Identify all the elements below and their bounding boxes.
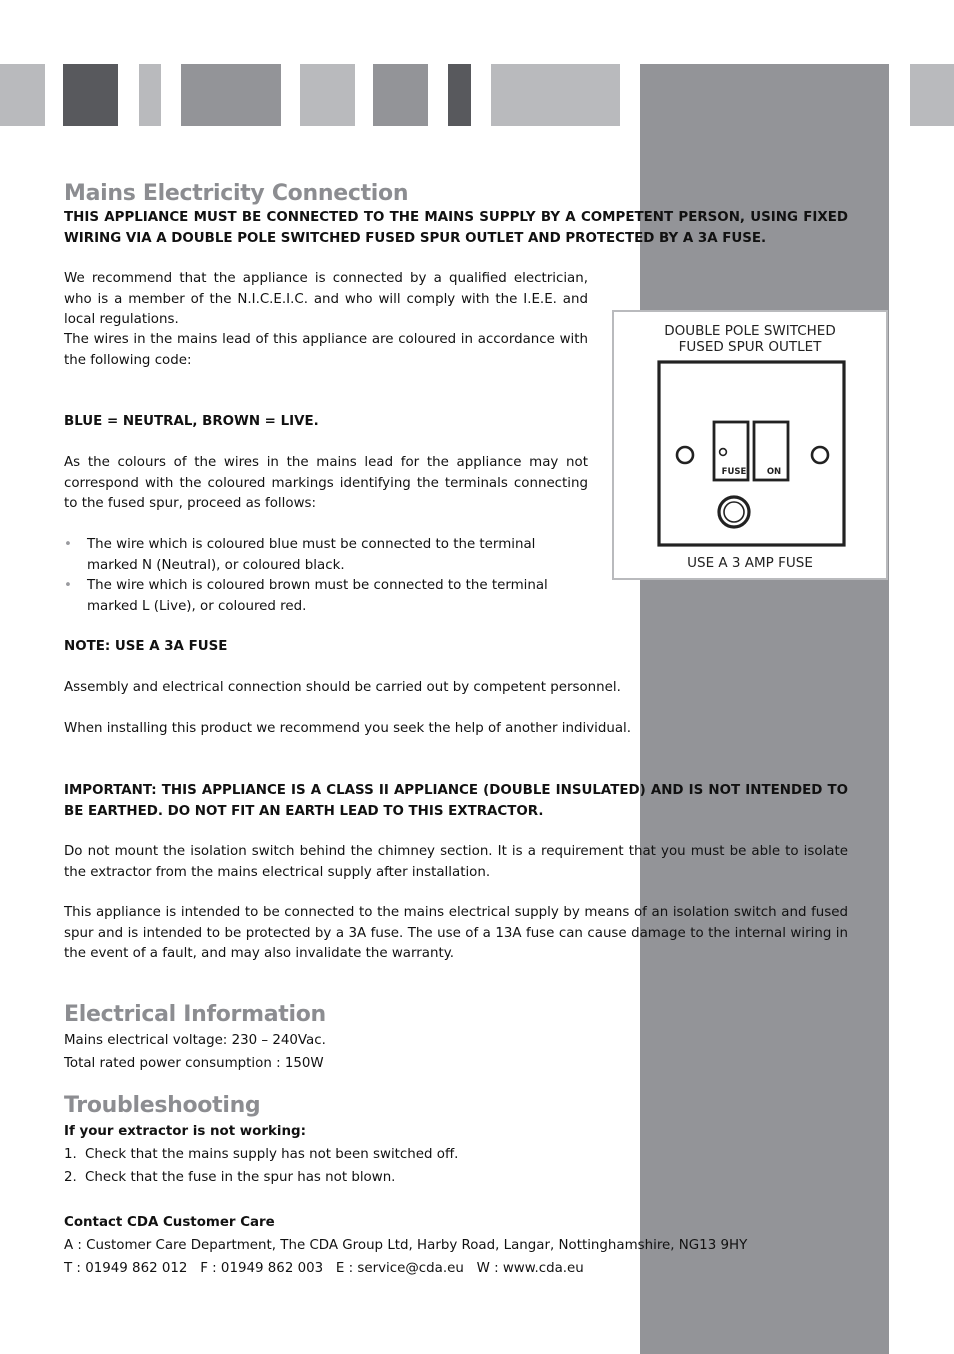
step-text: Check that the fuse in the spur has not blown. bbox=[85, 1170, 396, 1185]
list-item bbox=[64, 576, 588, 617]
troubleshooting-steps bbox=[64, 1143, 458, 1189]
spur-outlet-drawing bbox=[612, 310, 888, 580]
diagram-title-line2: FUSED SPUR OUTLET bbox=[678, 339, 822, 355]
header-block bbox=[448, 64, 471, 126]
step-number: 2. bbox=[64, 1170, 77, 1185]
bullet-text: The wire which is coloured blue must be connected to the terminal marked N (Neutral), or coloured black. bbox=[87, 537, 536, 573]
contact-title: Contact CDA Customer Care bbox=[64, 1215, 275, 1230]
paragraph-fused-spur: This appliance is intended to be connected to the mains electrical supply by means of an isolation switch and fused spur and is intended to be protected by a 3A fuse. The use of a 13A fuse can cause damage to the internal wiring in the event of a fault, and may also invalidate the warranty. bbox=[64, 905, 848, 961]
header-block bbox=[139, 64, 161, 126]
outlet-faceplate bbox=[659, 362, 844, 545]
indicator-light-icon bbox=[720, 449, 727, 456]
step-text: Check that the mains supply has not been switched off. bbox=[85, 1147, 459, 1162]
header-block bbox=[63, 64, 118, 126]
contact-address: A : Customer Care Department, The CDA Group Ltd, Harby Road, Langar, Nottinghamshire, NG13 9HY bbox=[64, 1238, 748, 1253]
fused-spur-diagram bbox=[612, 310, 888, 580]
section-title-troubleshooting: Troubleshooting bbox=[64, 1093, 261, 1118]
troubleshooting-subtitle: If your extractor is not working: bbox=[64, 1124, 306, 1139]
wiring-bullet-list bbox=[64, 535, 588, 617]
bullet-icon: • bbox=[64, 537, 72, 552]
step-number: 1. bbox=[64, 1147, 77, 1162]
section-title-electrical: Electrical Information bbox=[64, 1002, 326, 1027]
section-title-mains: Mains Electricity Connection bbox=[64, 181, 409, 206]
paragraph-help: When installing this product we recommend you seek the help of another individual. bbox=[64, 721, 632, 736]
power-consumption: Total rated power consumption : 150W bbox=[64, 1056, 324, 1071]
diagram-title-line1: DOUBLE POLE SWITCHED bbox=[664, 323, 836, 339]
paragraph-isolation-switch: Do not mount the isolation switch behind the chimney section. It is a requirement that you must be able to isolate the extractor from the mains electrical supply after installation. bbox=[64, 844, 848, 880]
bullet-text: The wire which is coloured brown must be connected to the terminal marked L (Live), or coloured red. bbox=[87, 578, 548, 614]
paragraph-assembly: Assembly and electrical connection should be carried out by competent personnel. bbox=[64, 680, 621, 695]
header-block bbox=[181, 64, 281, 126]
screw-left-icon bbox=[677, 447, 693, 463]
screw-right-icon bbox=[812, 447, 828, 463]
mains-warning: THIS APPLIANCE MUST BE CONNECTED TO THE MAINS SUPPLY BY A COMPETENT PERSON, USING FIXED WIRING VIA A DOUBLE POLE SWITCHED FUSED SPUR OUTLET AND PROTECTED BY A 3A FUSE. bbox=[64, 210, 848, 246]
fuse-note: NOTE: USE A 3A FUSE bbox=[64, 639, 228, 654]
header-block bbox=[373, 64, 428, 126]
contact-details: T : 01949 862 012 F : 01949 862 003 E : service@cda.eu W : www.cda.eu bbox=[64, 1261, 584, 1276]
header-block bbox=[910, 64, 954, 126]
wire-code: BLUE = NEUTRAL, BROWN = LIVE. bbox=[64, 414, 319, 429]
paragraph-wire-colours: The wires in the mains lead of this appliance are coloured in accordance with the following code: bbox=[64, 332, 588, 368]
bullet-icon: • bbox=[64, 578, 72, 593]
paragraph-terminals: As the colours of the wires in the mains lead for the appliance may not correspond with the coloured markings identifying the terminals connecting to the fused spur, proceed as follows: bbox=[64, 455, 588, 511]
paragraph-electrician: We recommend that the appliance is connected by a qualified electrician, who is a member of the N.I.C.E.I.C. and who will comply with the I.E.E. and local regulations. bbox=[64, 271, 588, 327]
important-warning: IMPORTANT: THIS APPLIANCE IS A CLASS II APPLIANCE (DOUBLE INSULATED) AND IS NOT INTENDED TO BE EARTHED. DO NOT FIT AN EARTH LEAD TO THIS EXTRACTOR. bbox=[64, 783, 848, 819]
header-block bbox=[0, 64, 45, 126]
mains-voltage: Mains electrical voltage: 230 – 240Vac. bbox=[64, 1033, 326, 1048]
list-item bbox=[64, 1166, 458, 1189]
list-item bbox=[64, 1143, 458, 1166]
on-label: ON bbox=[766, 467, 782, 477]
header-block bbox=[300, 64, 355, 126]
side-column bbox=[640, 64, 889, 1354]
list-item bbox=[64, 535, 588, 576]
header-block bbox=[491, 64, 620, 126]
fuse-label: FUSE bbox=[721, 467, 747, 477]
diagram-caption: USE A 3 AMP FUSE bbox=[687, 555, 813, 571]
